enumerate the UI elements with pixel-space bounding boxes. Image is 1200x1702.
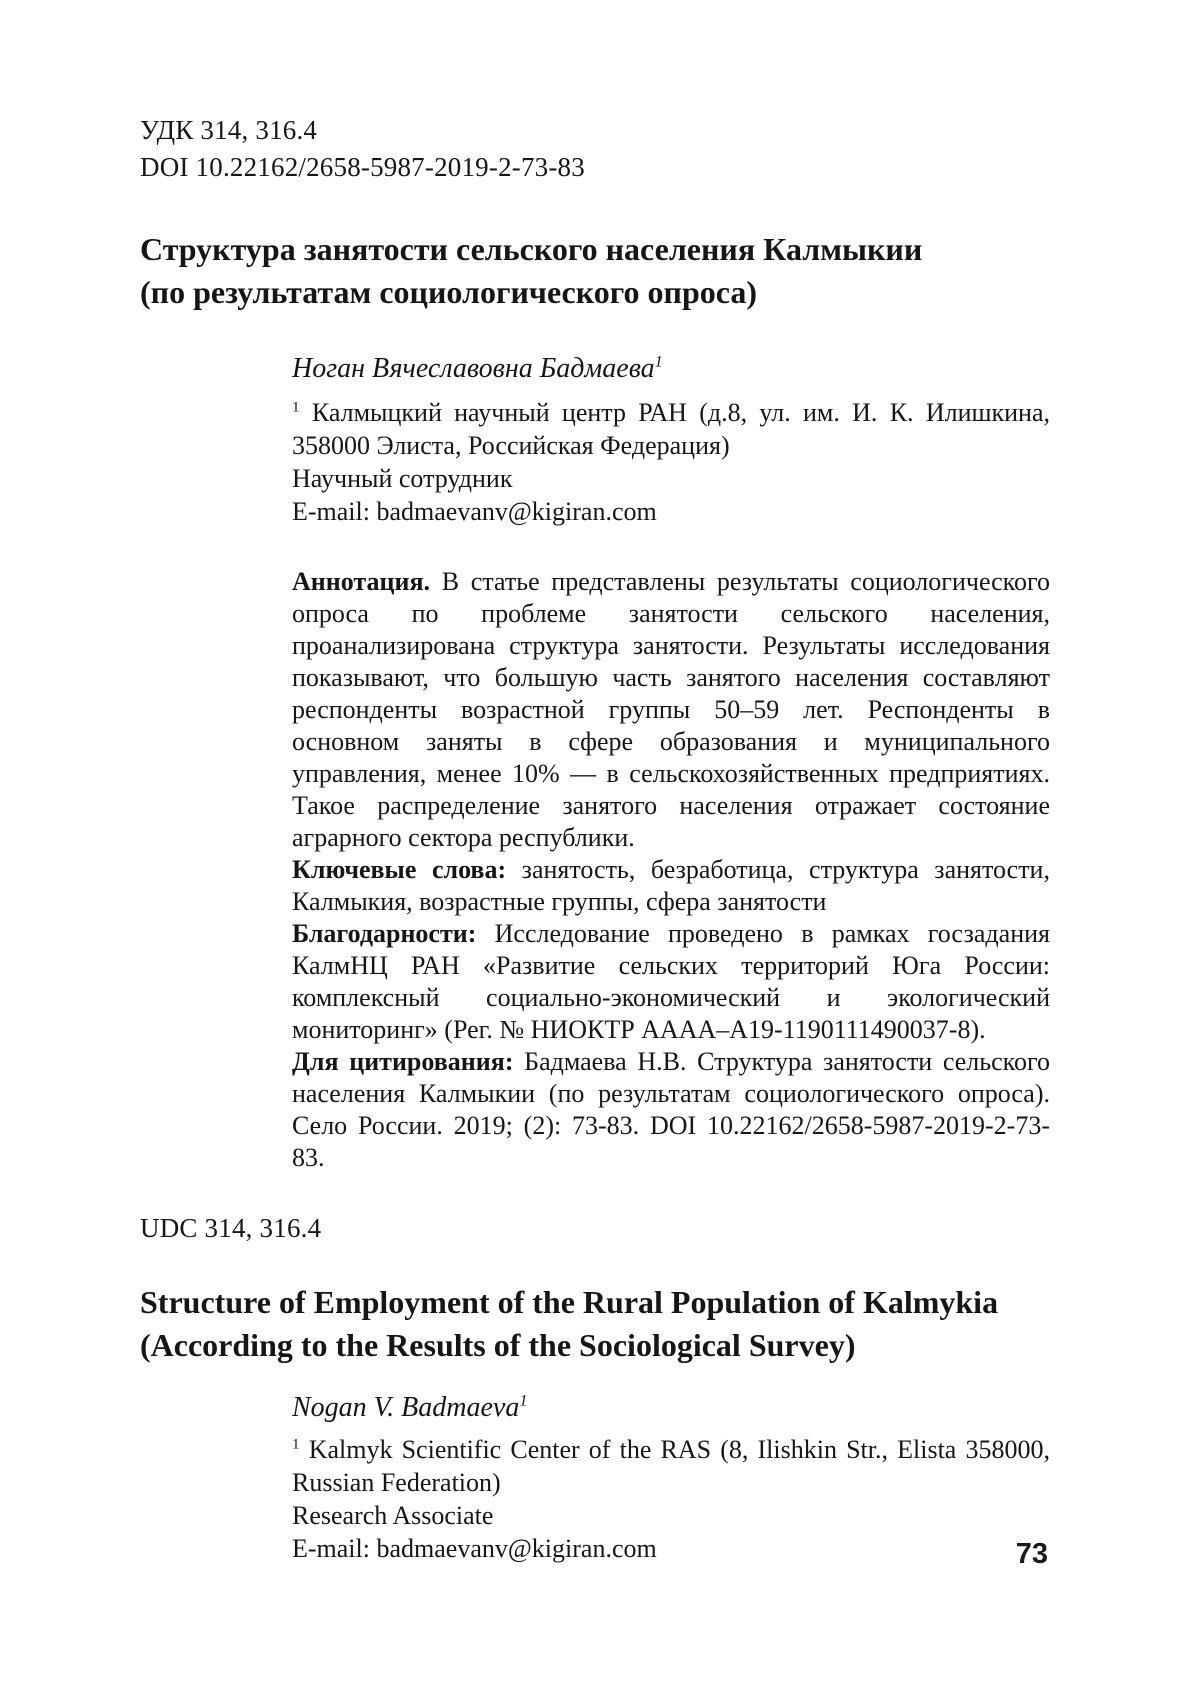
- affiliation-marker-en: 1: [292, 1436, 300, 1453]
- citation-label: Для цитирования:: [292, 1047, 514, 1076]
- author-name-en: [292, 1391, 1050, 1425]
- affiliation-marker-ru: 1: [292, 399, 300, 416]
- email-ru: E-mail: badmaevanv@kigiran.com: [292, 497, 657, 526]
- position-en: Research Associate: [292, 1501, 494, 1530]
- doi-line: DOI 10.22162/2658-5987-2019-2-73-83: [140, 152, 585, 182]
- affiliation-ru-text: Калмыцкий научный центр РАН (д.8, ул. им. И. К. Илишкина, 358000 Элиста, Российская Федерация): [292, 398, 1051, 460]
- article-title-en-line1: Structure of Employment of the Rural Population of Kalmykia: [140, 1284, 999, 1320]
- udc-ru-line: УДК 314, 316.4: [140, 115, 318, 145]
- citation-text: Бадмаева Н.В. Структура занятости сельского населения Калмыкии (по результатам социологического опроса). Село России. 2019; (2): 73-83. DOI 10.22162/2658-5987-2019-2-73-83.: [292, 1047, 1050, 1172]
- keywords-text: занятость, безработица, структура занятости, Калмыкия, возрастные группы, сфера занятости: [292, 855, 1050, 916]
- article-title-en: [140, 1281, 1040, 1367]
- acknowledgements-text: Исследование проведено в рамках госзадания КалмНЦ РАН «Развитие сельских территорий Юга России: комплексный социально-экономический и экологический мониторинг» (Рег. № НИОКТР АААА–А19-1190111490037-8).: [292, 919, 1050, 1044]
- affiliation-block-en: [292, 1433, 1050, 1565]
- position-ru: Научный сотрудник: [292, 464, 513, 493]
- author-name-ru: [292, 352, 1050, 386]
- acknowledgements-label: Благодарности:: [292, 919, 477, 948]
- abstract-text: В статье представлены результаты социологического опроса по проблеме занятости сельского населения, проанализирована структура занятости. Результаты исследования показывают, что большую часть занятого населения составляют респонденты возрастной группы 50–59 лет. Респонденты в основном заняты в сфере образования и муниципального управления, менее 10% — в сельскохозяйственных предприятиях. Такое распределение занятого населения отражает состояние аграрного сектора республики.: [292, 567, 1050, 852]
- udc-en-line: UDC 314, 316.4: [140, 1213, 322, 1243]
- affiliation-en-text: Kalmyk Scientific Center of the RAS (8, Ilishkin Str., Elista 358000, Russian Federation): [292, 1435, 1050, 1497]
- affiliation-en: [292, 1433, 1050, 1499]
- keywords-paragraph: [292, 854, 1050, 918]
- author-affiliation-marker-en: 1: [519, 1391, 528, 1410]
- author-affiliation-marker-ru: 1: [654, 352, 663, 371]
- article-title-ru: [140, 228, 1040, 314]
- abstract-label: Аннотация.: [292, 567, 431, 596]
- citation-paragraph: [292, 1046, 1050, 1174]
- affiliation-block-ru: [292, 396, 1050, 528]
- author-name-ru-text: Ноган Вячеславовна Бадмаева: [292, 353, 655, 384]
- page-number: 73: [1015, 1538, 1048, 1570]
- affiliation-ru: [292, 396, 1050, 462]
- abstract-section: [292, 566, 1050, 1174]
- keywords-label: Ключевые слова:: [292, 855, 507, 884]
- article-title-en-line2: (According to the Results of the Sociological Survey): [140, 1327, 856, 1363]
- author-section-ru: [292, 352, 1050, 1174]
- article-title-ru-line2: (по результатам социологического опроса): [140, 274, 757, 310]
- acknowledgements-paragraph: [292, 918, 1050, 1046]
- email-en: E-mail: badmaevanv@kigiran.com: [292, 1534, 657, 1563]
- abstract-paragraph: [292, 566, 1050, 854]
- article-title-ru-line1: Структура занятости сельского населения Калмыкии: [140, 231, 923, 267]
- author-section-en: [292, 1391, 1050, 1565]
- author-name-en-text: Nogan V. Badmaeva: [292, 1392, 520, 1423]
